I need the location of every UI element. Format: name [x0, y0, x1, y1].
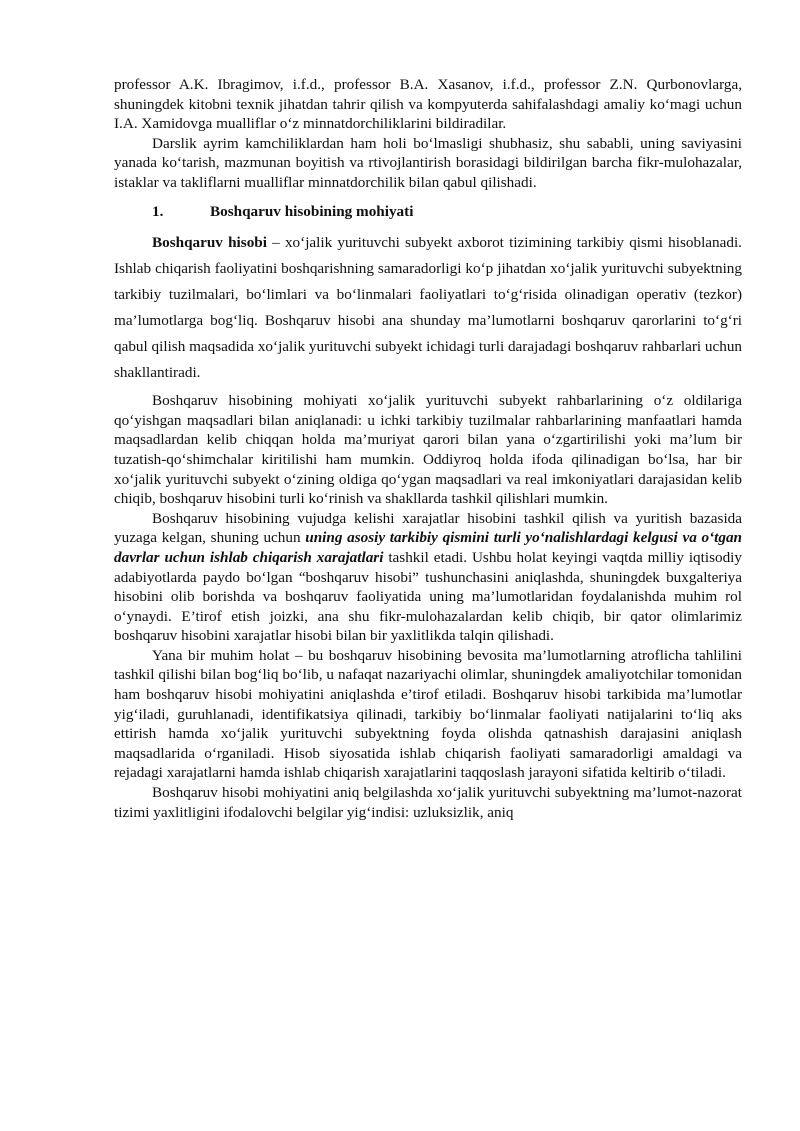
- defined-term: Boshqaruv hisobi: [152, 234, 267, 252]
- paragraph-definition: [114, 230, 742, 386]
- paragraph-origin: [114, 509, 742, 646]
- origin-text-after: tashkil etadi. Ushbu holat keyingi vaqtda milliy iqtisodiy adabiyotlarda paydo bo‘lgan “boshqaruv hisobi” tushunchasini aniqlashda, shuningdek buxgalteriya hisobini olib borishda va boshqaruv faoliyatida uning ma’lumotlaridan foydalanishda muhim rol o‘ynaydi. E’tirof etish joizki, ana shu fikr-mulohazalardan kelib chiqib, bir qator olimlarimiz boshqaruv hisobini xarajatlar hisobi bilan bir yaxlitlikda talqin qilishadi.: [114, 548, 742, 645]
- section-number: 1.: [152, 202, 164, 220]
- paragraph-features: Boshqaruv hisobi mohiyatini aniq belgilashda xo‘jalik yurituvchi subyektning ma’lumot-nazorat tizimi yaxlitligini ifodalovchi belgilar yig‘indisi: uzluksizlik, aniq: [114, 784, 742, 821]
- paragraph-essence: Boshqaruv hisobining mohiyati xo‘jalik yurituvchi subyekt rahbarlarining o‘z oldilariga qo‘yishgan maqsadlari bilan aniqlanadi: u ichki tarkibiy tuzilmalar rahbarlarining manfaatlari hamda maqsadlardan kelib chiqqan holda ma’muriyat qarori bilan yana o‘zgartirilishi yoki ma’lum bir tuzatish-qo‘shimchalar kiritilishi ham mumkin. Oddiyroq holda ifoda qilinadigan bo‘lsa, har bir xo‘jalik yurituvchi subyekt o‘zining oldiga qo‘ygan maqsadlari va real imkoniyatlari darajasidan kelib chiqib, boshqaruv hisobini turli ko‘rinish va shakllarda tashkil qilishlari mumkin.: [114, 392, 742, 508]
- section-title: Boshqaruv hisobining mohiyati: [210, 202, 414, 220]
- paragraph-feedback: Darslik ayrim kamchiliklardan ham holi bo‘lmasligi shubhasiz, shu sababli, uning saviyasini yanada ko‘tarish, mazmunan boyitish va rtivojlantirish borasidagi bildirilgan barcha fikr-mulohazalar, istaklar va takliflarni mualliflar minnatdorchilik bilan qabul qilishadi.: [114, 134, 742, 191]
- origin-text-before: Boshqaruv hisobining vujudga kelishi xarajatlar hisobini tashkil qilish va yuritish bazasida yuzaga kelgan, shuning uchun: [114, 509, 742, 547]
- section-heading: [152, 202, 742, 222]
- paragraph-analysis: Yana bir muhim holat – bu boshqaruv hisobining bevosita ma’lumotlarning atroflicha tahlilini tashkil qilishi bilan bog‘liq bo‘lib, u nafaqat nazariyachi olimlar, shuningdek amaliyotchilar tomonidan ham boshqaruv hisobi mohiyatini aniqlashda e’tirof etiladi. Boshqaruv hisobi tarkibida ma’lumotlar yig‘iladi, guruhlanadi, identifikatsiya qilinadi, tarkibiy bo‘linmalar faoliyati natijalarini to‘liq aks ettirish hamda xo‘jalik yurituvchi subyektning foyda olishda qatnashish darajasini aniqlash maqsadlarida o‘rganiladi. Hisob siyosatida ishlab chiqarish faoliyati samaradorligi amaldagi va rejadagi xarajatlarni hamda ishlab chiqarish xarajatlarini taqqoslash jarayoni sifatida keltirib o‘tiladi.: [114, 646, 742, 782]
- definition-text: – xo‘jalik yurituvchi subyekt axborot tizimining tarkibiy qismi hisoblanadi. Ishlab chiqarish faoliyatini boshqarishning samaradorligi ko‘p jihatdan xo‘jalik yurituvchi subyektning tarkibiy tuzilmalari, bo‘limlari va bo‘linmalari faoliyatlari to‘g‘risida olinadigan operativ (tezkor) ma’lumotlarga bog‘liq. Boshqaruv hisobi ana shunday ma’lumotlarni boshqaruv qarorlarini to‘g‘ri qabul qilish maqsadida xo‘jalik yurituvchi subyekt ichidagi turli darajadagi boshqaruv rahbarlari uchun shakllantiradi.: [114, 234, 743, 382]
- origin-emphasis: uning asosiy tarkibiy qismini turli yo‘nalishlardagi kelgusi va o‘tgan davrlar uchun ishlab chiqarish xarajatlari: [114, 529, 743, 566]
- paragraph-acknowledgements: professor A.K. Ibragimov, i.f.d., professor B.A. Xasanov, i.f.d., professor Z.N. Qurbonovlarga, shuningdek kitobni texnik jihatdan tahrir qilish va kompyuterda sahifalashdagi amaliy ko‘magi uchun I.A. Xamidovga mualliflar o‘z minnatdorchiliklarini bildiradilar.: [114, 76, 742, 133]
